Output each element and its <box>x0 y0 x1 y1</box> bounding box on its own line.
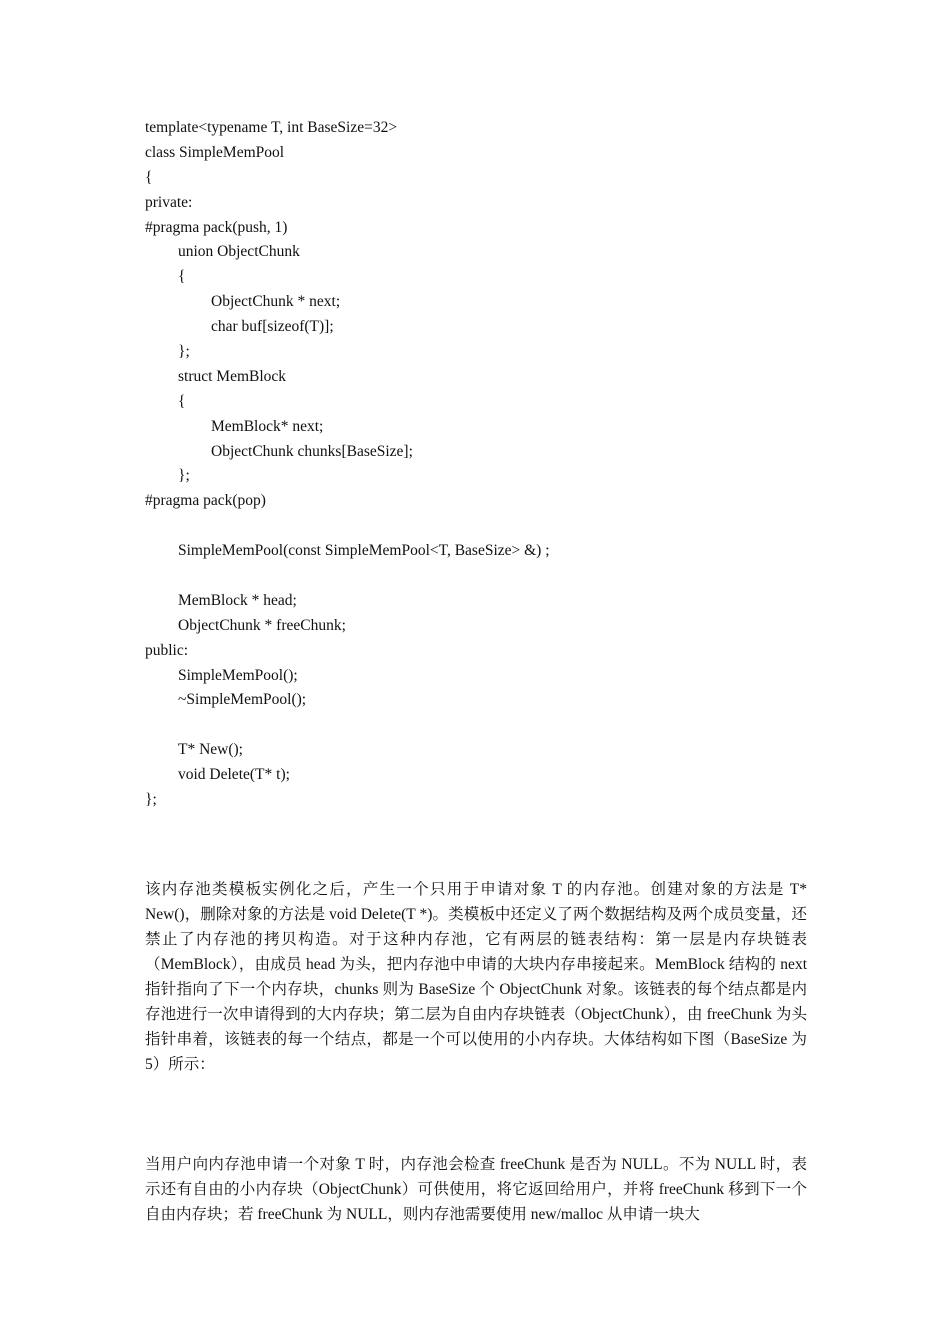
code-line: }; <box>145 791 157 809</box>
code-line-blank <box>145 713 845 738</box>
code-line: }; <box>178 343 190 361</box>
code-line: char buf[sizeof(T)]; <box>211 318 334 336</box>
code-line: ObjectChunk * next; <box>211 293 341 311</box>
code-line: { <box>145 168 153 186</box>
code-line: { <box>178 268 186 286</box>
code-line: class SimpleMemPool <box>145 143 285 161</box>
code-line: #pragma pack(pop) <box>145 492 266 510</box>
body-paragraph: 该内存池类模板实例化之后，产生一个只用于申请对象 T 的内存池。创建对象的方法是 T* New()，删除对象的方法是 void Delete(T *)。类模板中还定义了两个数据结构及两个成员变量，还禁止了内存池的拷贝构造。对于这种内存池，它有两层的链表结构：第一层是内存块链表（MemBlock），由成员 head 为头，把内存池中申请的大块内存串接起来。MemBlock 结构的 next 指针指向了下一个内存块，chunks 则为 BaseSize 个 ObjectChunk 对象。该链表的每个结点都是内存池进行一次申请得到的大内存块；第二层为自由内存块链表（ObjectChunk），由 freeChunk 为头指针串着，该链表的每一个结点，都是一个可以使用的小内存块。大体结构如下图（BaseSize 为 5）所示： <box>145 880 807 1073</box>
code-line: ObjectChunk chunks[BaseSize]; <box>211 442 413 460</box>
code-line: MemBlock* next; <box>211 417 324 435</box>
code-line: private: <box>145 193 193 211</box>
code-line: #pragma pack(push, 1) <box>145 218 288 236</box>
code-line: void Delete(T* t); <box>178 766 290 784</box>
code-line: ~SimpleMemPool(); <box>178 691 307 709</box>
code-line: MemBlock * head; <box>178 591 297 609</box>
code-line: T* New(); <box>178 741 243 759</box>
code-line: }; <box>178 467 190 485</box>
code-line-blank <box>145 564 845 589</box>
code-line: union ObjectChunk <box>178 243 300 261</box>
code-listing <box>145 116 845 813</box>
code-line: ObjectChunk * freeChunk; <box>178 616 346 634</box>
code-line: template<typename T, int BaseSize=32> <box>145 119 398 136</box>
code-line: { <box>178 392 186 410</box>
code-line: struct MemBlock <box>178 367 287 385</box>
code-line: SimpleMemPool(const SimpleMemPool<T, BaseSize> &) ; <box>178 542 550 560</box>
body-paragraph: 当用户向内存池申请一个对象 T 时，内存池会检查 freeChunk 是否为 NULL。不为 NULL 时，表示还有自由的小内存块（ObjectChunk）可供使用，将它返回给用户，并将 freeChunk 移到下一个自由内存块；若 freeChunk 为 NULL，则内存池需要使用 new/malloc 从申请一块大 <box>145 1155 807 1223</box>
code-line: SimpleMemPool(); <box>178 666 298 684</box>
code-line-blank <box>145 514 845 539</box>
code-line: public: <box>145 641 189 659</box>
